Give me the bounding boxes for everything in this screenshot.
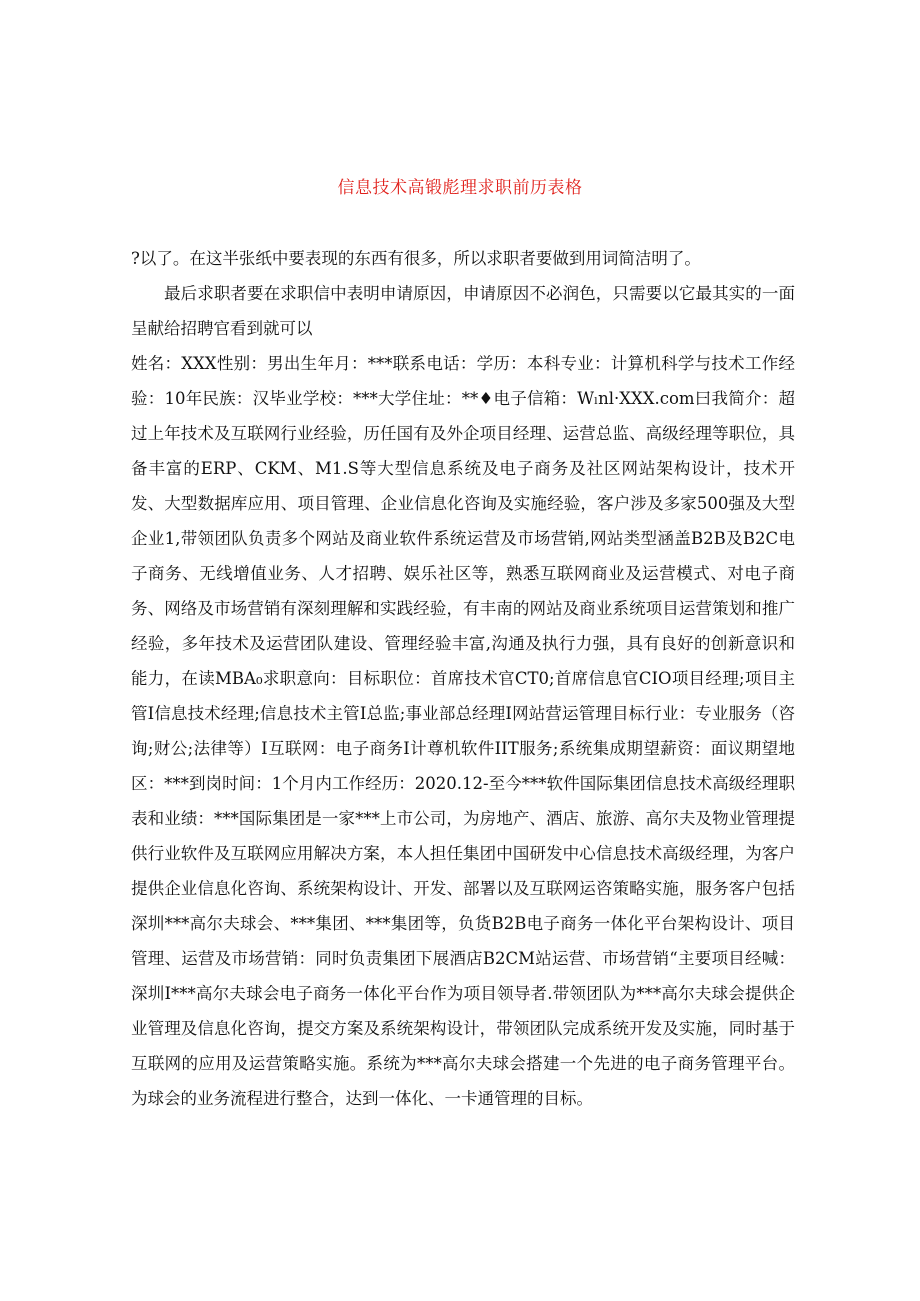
- paragraph-intro: ?以了。在这半张纸中要表现的东西有很多，所以求职者要做到用词简洁明了。: [131, 249, 701, 268]
- document-body: [131, 241, 795, 1116]
- paragraph-resume-details: 姓名：XXX性别：男出生年月：***联系电话：学历：本科专业：计算机科学与技术工作经验：10年民族：汉毕业学校：***大学住址：**♦电子信箱：Wₗnl·XXX.com曰我简介：超过上年技术及互联网行业经验，历任国有及外企项目经理、运营总监、高级经理等职位，具备丰富的ERP、CKM、M1.S等大型信息系统及电子商务及社区网站架构设计，技术开发、大型数据库应用、项目管理、企业信息化咨询及实施经验，客户涉及多家500强及大型企业1,带领团队负责多个网站及商业软件系统运营及市场营销,网站类型涵盖B2B及B2C电子商务、无线增值业务、人才招聘、娱乐社区等，熟悉互联网商业及运营模式、对电子商务、网络及市场营销有深刻理解和实践经验，有丰南的网站及商业系统项目运营策划和推广经验，多年技术及运营团队建设、管理经验丰富,沟通及执行力强，具有良好的创新意识和能力，在读MBA₀求职意向：目标职位：首席技术官CT0;首席信息官CIO项目经理;项目主管I信息技术经理;信息技术主管I总监;事业部总经理I网站营运管理目标行业：专业服务（咨询;财公;法律等）I互联网：电子商务I计尊机软件IIT服务;系统集成期望薪资：面议期望地区：***到岗时间：1个月内工作经历：2020.12-至今***软件国际集团信息技术高级经理职表和业绩：***国际集团是一家***上市公司，为房地产、酒店、旅游、高尔夫及物业管理提供行业软件及互联网应用解决方案，本人担任集团中国研发中心信息技术高级经理，为客户提供企业信息化咨询、系统架构设计、开发、部署以及互联网运咨策略实施，服务客户包括深圳***高尔夫球会、***集团、***集团等，负货B2B电子商务一体化平台架构设计、项目管理、运营及市场营销：同时负责集团下展酒店B2CM站运营、市场营销“主要项目经喊：深圳I***高尔夫球会电子商务一体化平台作为项目领导者.带领团队为***高尔夫球会提供企业管理及信息化咨询，提交方案及系统架构设计，带领团队完成系统开发及实施，同时基于互联网的应用及运营策略实施。系统为***高尔夫球会搭建一个先进的电子商务管理平台。为球会的业务流程进行整合，达到一体化、一卡通管理的目标。: [131, 354, 795, 1108]
- paragraph-reason: 最后求职者要在求职信中表明申请原因，申请原因不必润色，只需要以它最其实的一面呈献给招聘官看到就可以: [131, 284, 795, 338]
- document-title: 信息技术高锻彪理求职前历表格: [337, 178, 583, 198]
